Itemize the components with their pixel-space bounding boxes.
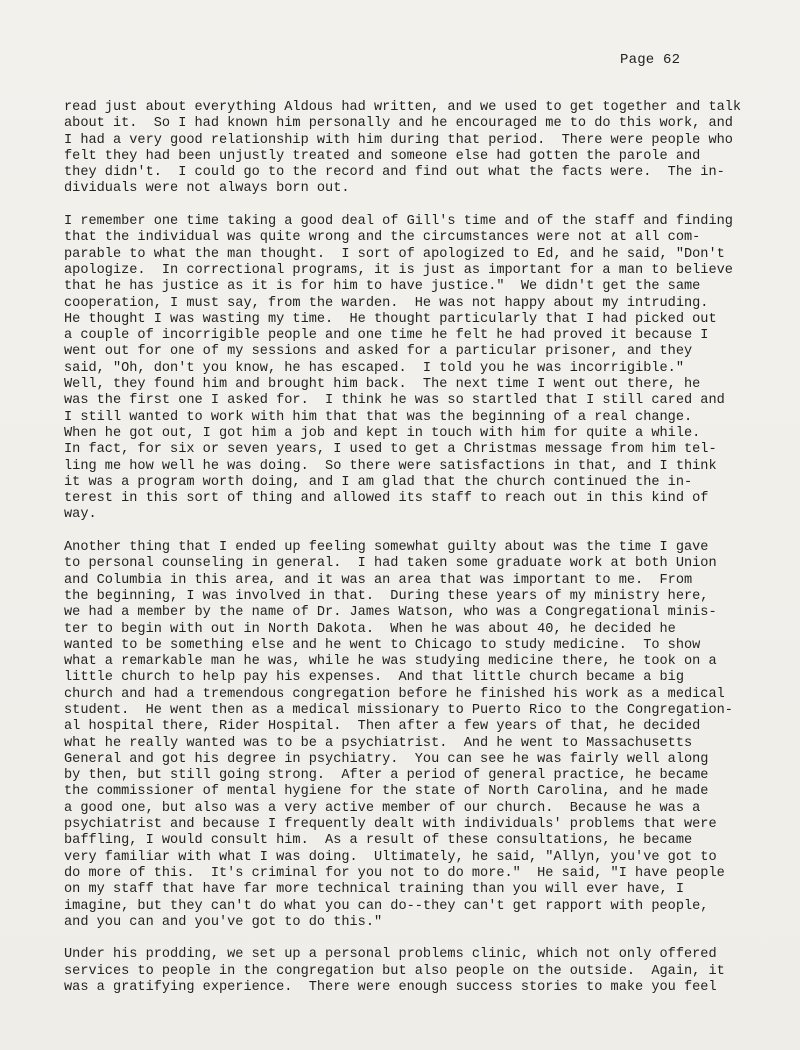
text-line: little church to help pay his expenses. And that little church became a big [64,670,684,686]
text-line: I had a very good relationship with him during that period. There were people who [64,132,733,148]
text-line: was a gratifying experience. There were enough success stories to make you feel [64,980,717,996]
text-line: student. He went then as a medical missionary to Puerto Rico to the Congregation- [64,702,733,718]
text-line: When he got out, I got him a job and kept in touch with him for quite a while. [64,425,701,441]
text-line: the commissioner of mental hygiene for the state of North Carolina, and he made [64,784,709,800]
text-line: we had a member by the name of Dr. James Watson, who was a Congregational minis- [64,605,717,621]
text-line: it was a program worth doing, and I am glad that the church continued the in- [64,474,693,490]
text-line: ter to begin with out in North Dakota. When he was about 40, he decided he [64,621,676,637]
paragraph [64,947,754,996]
text-line: a good one, but also was a very active member of our church. Because he was a [64,800,701,816]
text-line: do more of this. It's criminal for you not to do more." He said, "I have people [64,865,725,881]
body-text [64,100,754,1013]
text-line: apologize. In correctional programs, it is just as important for a man to believe [64,262,733,278]
text-line: about it. So I had known him personally and he encouraged me to do this work, and [64,116,733,132]
paragraph [64,540,754,931]
text-line: I remember one time taking a good deal of Gill's time and of the staff and finding [64,214,733,230]
text-line: very familiar with what I was doing. Ultimately, he said, "Allyn, you've got to [64,849,717,865]
text-line: General and got his degree in psychiatry. You can see he was fairly well along [64,751,709,767]
text-line: by then, but still going strong. After a period of general practice, he became [64,768,709,784]
text-line: cooperation, I must say, from the warden. He was not happy about my intruding. [64,295,709,311]
text-line: that the individual was quite wrong and the circumstances were not at all com- [64,230,701,246]
page-number: Page 62 [620,52,681,68]
text-line: wanted to be something else and he went to Chicago to study medicine. To show [64,637,701,653]
text-line: and you can and you've got to do this." [64,914,383,930]
text-line: al hospital there, Rider Hospital. Then after a few years of that, he decided [64,719,701,735]
text-line: the beginning, I was involved in that. During these years of my ministry here, [64,588,709,604]
text-line: on my staff that have far more technical training than you will ever have, I [64,882,684,898]
text-line: Another thing that I ended up feeling somewhat guilty about was the time I gave [64,540,709,556]
text-line: terest in this sort of thing and allowed its staff to reach out in this kind of [64,491,709,507]
text-line: ling me how well he was doing. So there were satisfactions in that, and I think [64,458,717,474]
text-line: that he has justice as it is for him to have justice." We didn't get the same [64,279,701,295]
text-line: psychiatrist and because I frequently dealt with individuals' problems that were [64,817,717,833]
paragraph [64,100,754,198]
text-line: they didn't. I could go to the record and find out what the facts were. The in- [64,165,725,181]
text-line: was the first one I asked for. I think he was so startled that I still cared and [64,393,725,409]
text-line: what he really wanted was to be a psychiatrist. And he went to Massachusetts [64,735,693,751]
text-line: imagine, but they can't do what you can do--they can't get rapport with people, [64,898,709,914]
text-line: and Columbia in this area, and it was an area that was important to me. From [64,572,693,588]
text-line: Under his prodding, we set up a personal problems clinic, which not only offered [64,947,717,963]
text-line: what a remarkable man he was, while he was studying medicine there, he took on a [64,654,717,670]
text-line: In fact, for six or seven years, I used to get a Christmas message from him tel- [64,442,717,458]
text-line: services to people in the congregation but also people on the outside. Again, it [64,963,725,979]
text-line: church and had a tremendous congregation before he finished his work as a medical [64,686,725,702]
paragraph [64,214,754,524]
text-line: way. [64,507,97,523]
text-line: said, "Oh, don't you know, he has escaped. I told you he was incorrigible." [64,360,684,376]
text-line: read just about everything Aldous had written, and we used to get together and talk [64,100,742,115]
text-line: Well, they found him and brought him back. The next time I went out there, he [64,377,701,393]
text-line: I still wanted to work with him that that was the beginning of a real change. [64,409,693,425]
text-line: went out for one of my sessions and asked for a particular prisoner, and they [64,344,693,360]
text-line: to personal counseling in general. I had taken some graduate work at both Union [64,556,717,572]
text-line: a couple of incorrigible people and one time he felt he had proved it because I [64,328,709,344]
text-line: dividuals were not always born out. [64,181,350,197]
text-line: He thought I was wasting my time. He thought particularly that I had picked out [64,311,717,327]
text-line: baffling, I would consult him. As a result of these consultations, he became [64,833,693,849]
text-line: parable to what the man thought. I sort of apologized to Ed, and he said, "Don't [64,246,725,262]
text-line: felt they had been unjustly treated and someone else had gotten the parole and [64,148,701,164]
